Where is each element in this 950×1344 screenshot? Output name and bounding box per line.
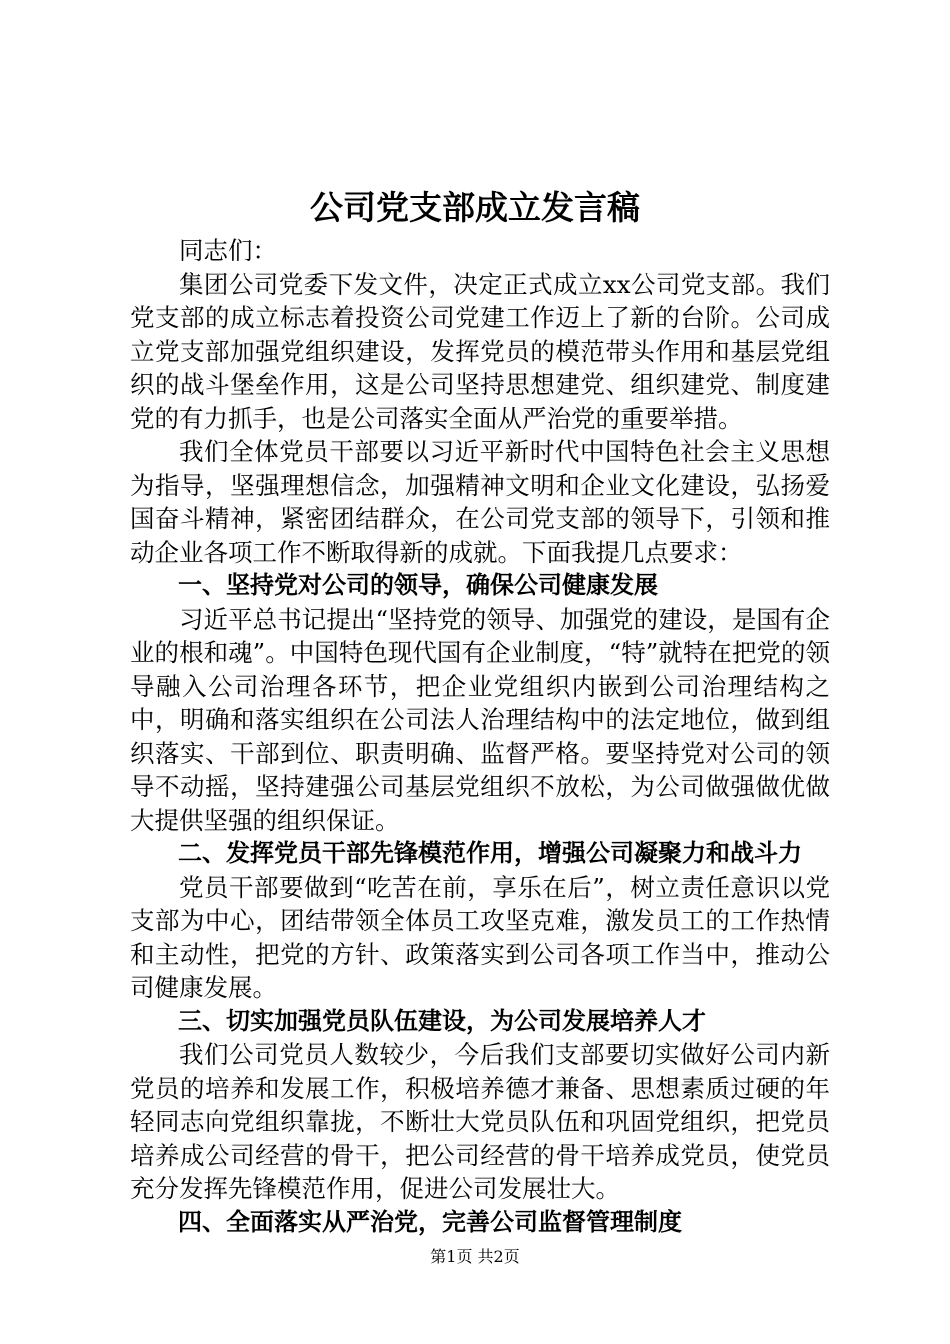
section-heading-1: 一、坚持党对公司的领导，确保公司健康发展 <box>178 571 658 599</box>
document-body <box>130 234 830 1239</box>
section-heading-3: 三、切实加强党员队伍建设，为公司发展培养人才 <box>178 1006 706 1035</box>
section-body-3: 我们公司党员人数较少，今后我们支部要切实做好公司内新党员的培养和发展工作，积极培养德才兼备、思想素质过硬的年轻同志向党组织靠拢，不断壮大党员队伍和巩固党组织，把党员培养成公司经营的骨干，把公司经营的骨干培养成党员，使党员充分发挥先锋模范作用，促进公司发展壮大。 <box>130 1040 830 1203</box>
greeting: 同志们： <box>179 236 277 265</box>
section-body-2: 党员干部要做到“吃苦在前，享乐在后”，树立责任意识以党支部为中心，团结带领全体员工攻坚克难，激发员工的工作热情和主动性，把党的方针、政策落实到公司各项工作当中，推动公司健康发展。 <box>130 872 830 1002</box>
section-heading-4: 四、全面落实从严治党，完善公司监督管理制度 <box>178 1207 682 1236</box>
section-heading-2: 二、发挥党员干部先锋模范作用，增强公司凝聚力和战斗力 <box>178 839 802 867</box>
document-title: 公司党支部成立发言稿 <box>310 188 640 227</box>
intro-paragraph-1: 集团公司党委下发文件，决定正式成立xx公司党支部。我们党支部的成立标志着投资公司党建工作迈上了新的台阶。公司成立党支部加强党组织建设，发挥党员的模范带头作用和基层党组织的战斗堡垒作用，这是公司坚持思想建党、组织建党、制度建党的有力抓手，也是公司落实全面从严治党的重要举措。 <box>130 269 830 433</box>
page-footer: 第1页 共2页 <box>430 1247 520 1266</box>
intro-paragraph-2: 我们全体党员干部要以习近平新时代中国特色社会主义思想为指导，坚强理想信念，加强精神文明和企业文化建设，弘扬爱国奋斗精神，紧密团结群众，在公司党支部的领导下，引领和推动企业各项工作不断取得新的成就。下面我提几点要求： <box>130 437 830 567</box>
section-body-1: 习近平总书记提出“坚持党的领导、加强党的建设，是国有企业的根和魂”。中国特色现代国有企业制度，“特”就特在把党的领导融入公司治理各环节，把企业党组织内嵌到公司治理结构之中，明确和落实组织在公司法人治理结构中的法定地位，做到组织落实、干部到位、职责明确、监督严格。要坚持党对公司的领导不动摇，坚持建强公司基层党组织不放松，为公司做强做优做大提供坚强的组织保证。 <box>130 604 830 835</box>
